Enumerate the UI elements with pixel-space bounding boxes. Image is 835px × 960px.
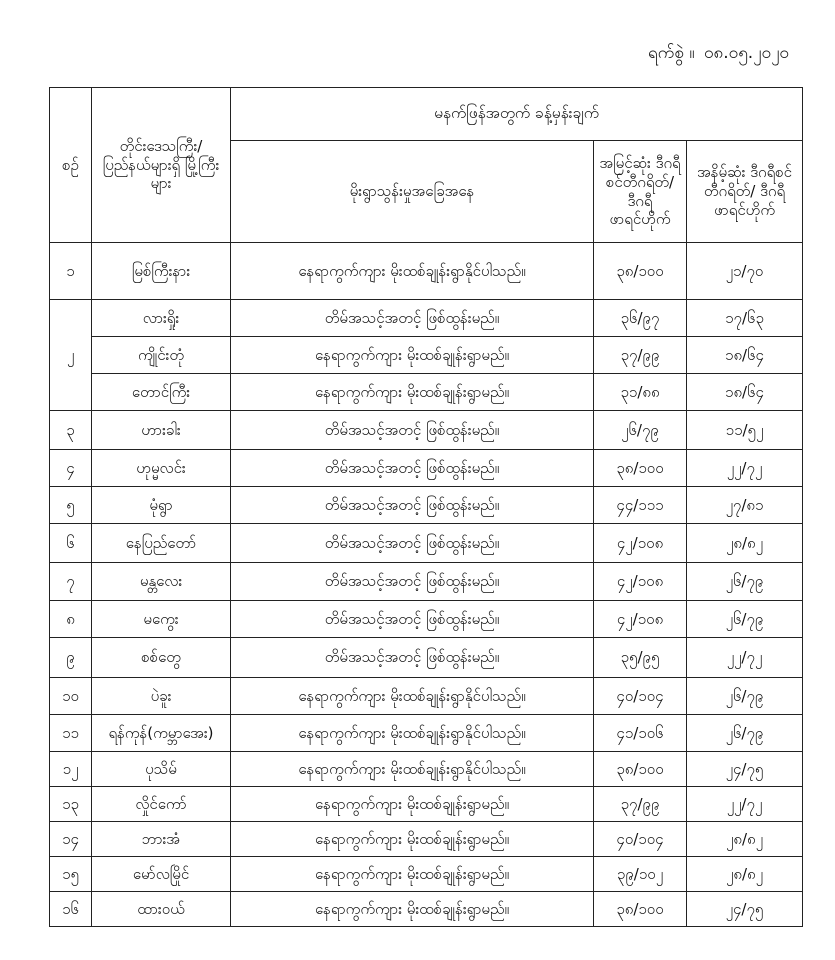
row-number: ၁၃	[50, 787, 92, 822]
rain-condition: နေရာကွက်ကျား မိုးထစ်ချုန်းရွာမည်။	[231, 857, 594, 892]
table-row	[50, 601, 803, 638]
max-temperature: ၃၇/၉၉	[594, 787, 687, 822]
min-temperature: ၂၈/၈၂	[687, 524, 803, 563]
header-no: စဉ်	[50, 88, 92, 243]
min-temperature: ၂၈/၈၂	[687, 822, 803, 857]
row-number: ၃	[50, 411, 92, 450]
max-temperature: ၄၁/၁၀၆	[594, 715, 687, 752]
city-name: မကွေး	[92, 601, 231, 638]
rain-condition: နေရာကွက်ကျား မိုးထစ်ချုန်းရွာနိုင်ပါသည်။	[231, 243, 594, 300]
table-row	[50, 374, 803, 411]
max-temperature: ၃၉/၁၀၂	[594, 857, 687, 892]
rain-condition: တိမ်အသင့်အတင့် ဖြစ်ထွန်းမည်။	[231, 601, 594, 638]
header-region: တိုင်းဒေသကြီး/ ပြည်နယ်များရှိ မြို့ကြီးများ	[92, 88, 231, 243]
min-temperature: ၂၆/၇၉	[687, 715, 803, 752]
min-temperature: ၂၄/၇၅	[687, 892, 803, 927]
rain-condition: တိမ်အသင့်အတင့် ဖြစ်ထွန်းမည်။	[231, 411, 594, 450]
table-row	[50, 678, 803, 715]
max-temperature: ၃၇/၉၉	[594, 337, 687, 374]
max-temperature: ၂၆/၇၉	[594, 411, 687, 450]
city-name: ရန်ကုန်(ကမ္ဘာအေး)	[92, 715, 231, 752]
rain-condition: နေရာကွက်ကျား မိုးထစ်ချုန်းရွာမည်။	[231, 337, 594, 374]
min-temperature: ၂၄/၇၅	[687, 752, 803, 787]
min-temperature: ၂၁/၇၀	[687, 243, 803, 300]
row-number: ၁၀	[50, 678, 92, 715]
row-number: ၄	[50, 450, 92, 487]
city-name: မန္တလေး	[92, 563, 231, 601]
max-temperature: ၄၄/၁၁၁	[594, 487, 687, 524]
row-number: ၆	[50, 524, 92, 563]
header-min-temp: အနိမ့်ဆုံး ဒီဂရီစင်တီဂရိတ်/ ဒီဂရီဖာရင်ဟိုက်	[687, 141, 803, 243]
max-temperature: ၃၈/၁၀၀	[594, 450, 687, 487]
rain-condition: တိမ်အသင့်အတင့် ဖြစ်ထွန်းမည်။	[231, 300, 594, 337]
min-temperature: ၁၈/၆၄	[687, 374, 803, 411]
city-name: မော်လမြိုင်	[92, 857, 231, 892]
rain-condition: နေရာကွက်ကျား မိုးထစ်ချုန်းရွာနိုင်ပါသည်။	[231, 715, 594, 752]
city-name: နေပြည်တော်	[92, 524, 231, 563]
city-name: ပုသိမ်	[92, 752, 231, 787]
table-row	[50, 524, 803, 563]
max-temperature: ၄၀/၁၀၄	[594, 822, 687, 857]
table-row	[50, 411, 803, 450]
table-row	[50, 892, 803, 927]
min-temperature: ၂၂/၇၂	[687, 450, 803, 487]
forecast-table	[49, 87, 803, 927]
row-number: ၅	[50, 487, 92, 524]
min-temperature: ၂၂/၇၂	[687, 638, 803, 678]
row-number: ၁၁	[50, 715, 92, 752]
city-name: လှိုင်ကော်	[92, 787, 231, 822]
table-row	[50, 563, 803, 601]
city-name: စစ်တွေ	[92, 638, 231, 678]
rain-condition: နေရာကွက်ကျား မိုးထစ်ချုန်းရွာမည်။	[231, 892, 594, 927]
city-name: လားရှိုး	[92, 300, 231, 337]
row-number: ၁၂	[50, 752, 92, 787]
row-number: ၇	[50, 563, 92, 601]
max-temperature: ၃၁/၈၈	[594, 374, 687, 411]
table-row	[50, 300, 803, 337]
row-number: ၂	[50, 300, 92, 411]
city-name: တောင်ကြီး	[92, 374, 231, 411]
rain-condition: နေရာကွက်ကျား မိုးထစ်ချုန်းရွာမည်။	[231, 374, 594, 411]
city-name: မြစ်ကြီးနား	[92, 243, 231, 300]
row-number: ၈	[50, 601, 92, 638]
rain-condition: တိမ်အသင့်အတင့် ဖြစ်ထွန်းမည်။	[231, 450, 594, 487]
max-temperature: ၃၈/၁၀၀	[594, 752, 687, 787]
min-temperature: ၂၆/၇၉	[687, 563, 803, 601]
table-row	[50, 715, 803, 752]
rain-condition: တိမ်အသင့်အတင့် ဖြစ်ထွန်းမည်။	[231, 487, 594, 524]
table-row	[50, 822, 803, 857]
table-row	[50, 638, 803, 678]
row-number: ၁၆	[50, 892, 92, 927]
table-row	[50, 487, 803, 524]
min-temperature: ၂၂/၇၂	[687, 787, 803, 822]
max-temperature: ၃၆/၉၇	[594, 300, 687, 337]
rain-condition: တိမ်အသင့်အတင့် ဖြစ်ထွန်းမည်။	[231, 563, 594, 601]
date-label: ရက်စွဲ ။	[648, 43, 695, 63]
max-temperature: ၃၈/၁၀၀	[594, 892, 687, 927]
min-temperature: ၁၁/၅၂	[687, 411, 803, 450]
table-row	[50, 337, 803, 374]
rain-condition: နေရာကွက်ကျား မိုးထစ်ချုန်းရွာနိုင်ပါသည်။	[231, 752, 594, 787]
min-temperature: ၂၆/၇၉	[687, 678, 803, 715]
rain-condition: တိမ်အသင့်အတင့် ဖြစ်ထွန်းမည်။	[231, 638, 594, 678]
table-row	[50, 787, 803, 822]
table-row	[50, 450, 803, 487]
rain-condition: နေရာကွက်ကျား မိုးထစ်ချုန်းရွာမည်။	[231, 822, 594, 857]
row-number: ၁၄	[50, 822, 92, 857]
table-row	[50, 857, 803, 892]
date-value: ၀၈.၀၅.၂၀၂၀	[703, 43, 789, 63]
max-temperature: ၃၅/၉၅	[594, 638, 687, 678]
table-row	[50, 752, 803, 787]
min-temperature: ၁၈/၆၄	[687, 337, 803, 374]
report-date	[644, 42, 789, 67]
min-temperature: ၂၈/၈၂	[687, 857, 803, 892]
row-number: ၉	[50, 638, 92, 678]
city-name: ထားဝယ်	[92, 892, 231, 927]
row-number: ၁၅	[50, 857, 92, 892]
table-header	[50, 88, 803, 243]
max-temperature: ၃၈/၁၀၀	[594, 243, 687, 300]
table-row	[50, 243, 803, 300]
city-name: မုံရွာ	[92, 487, 231, 524]
table-body	[50, 243, 803, 927]
city-name: ပဲခူး	[92, 678, 231, 715]
min-temperature: ၂၇/၈၁	[687, 487, 803, 524]
max-temperature: ၄၀/၁၀၄	[594, 678, 687, 715]
city-name: ဘားအံ	[92, 822, 231, 857]
header-forecast-group: မနက်ဖြန်အတွက် ခန့်မှန်းချက်	[231, 88, 803, 141]
rain-condition: နေရာကွက်ကျား မိုးထစ်ချုန်းရွာနိုင်ပါသည်။	[231, 678, 594, 715]
header-max-temp: အမြင့်ဆုံး ဒီဂရီစင်တီဂရိတ်/ ဒီဂရီဖာရင်ဟိုက်	[594, 141, 687, 243]
rain-condition: နေရာကွက်ကျား မိုးထစ်ချုန်းရွာမည်။	[231, 787, 594, 822]
header-condition: မိုးရွာသွန်းမှုအခြေအနေ	[231, 141, 594, 243]
min-temperature: ၁၇/၆၃	[687, 300, 803, 337]
min-temperature: ၂၆/၇၉	[687, 601, 803, 638]
max-temperature: ၄၂/၁၀၈	[594, 524, 687, 563]
rain-condition: တိမ်အသင့်အတင့် ဖြစ်ထွန်းမည်။	[231, 524, 594, 563]
max-temperature: ၄၂/၁၀၈	[594, 563, 687, 601]
city-name: ဟုမ္မလင်း	[92, 450, 231, 487]
row-number: ၁	[50, 243, 92, 300]
city-name: ဟားခါး	[92, 411, 231, 450]
max-temperature: ၄၂/၁၀၈	[594, 601, 687, 638]
city-name: ကျိုင်းတုံ	[92, 337, 231, 374]
